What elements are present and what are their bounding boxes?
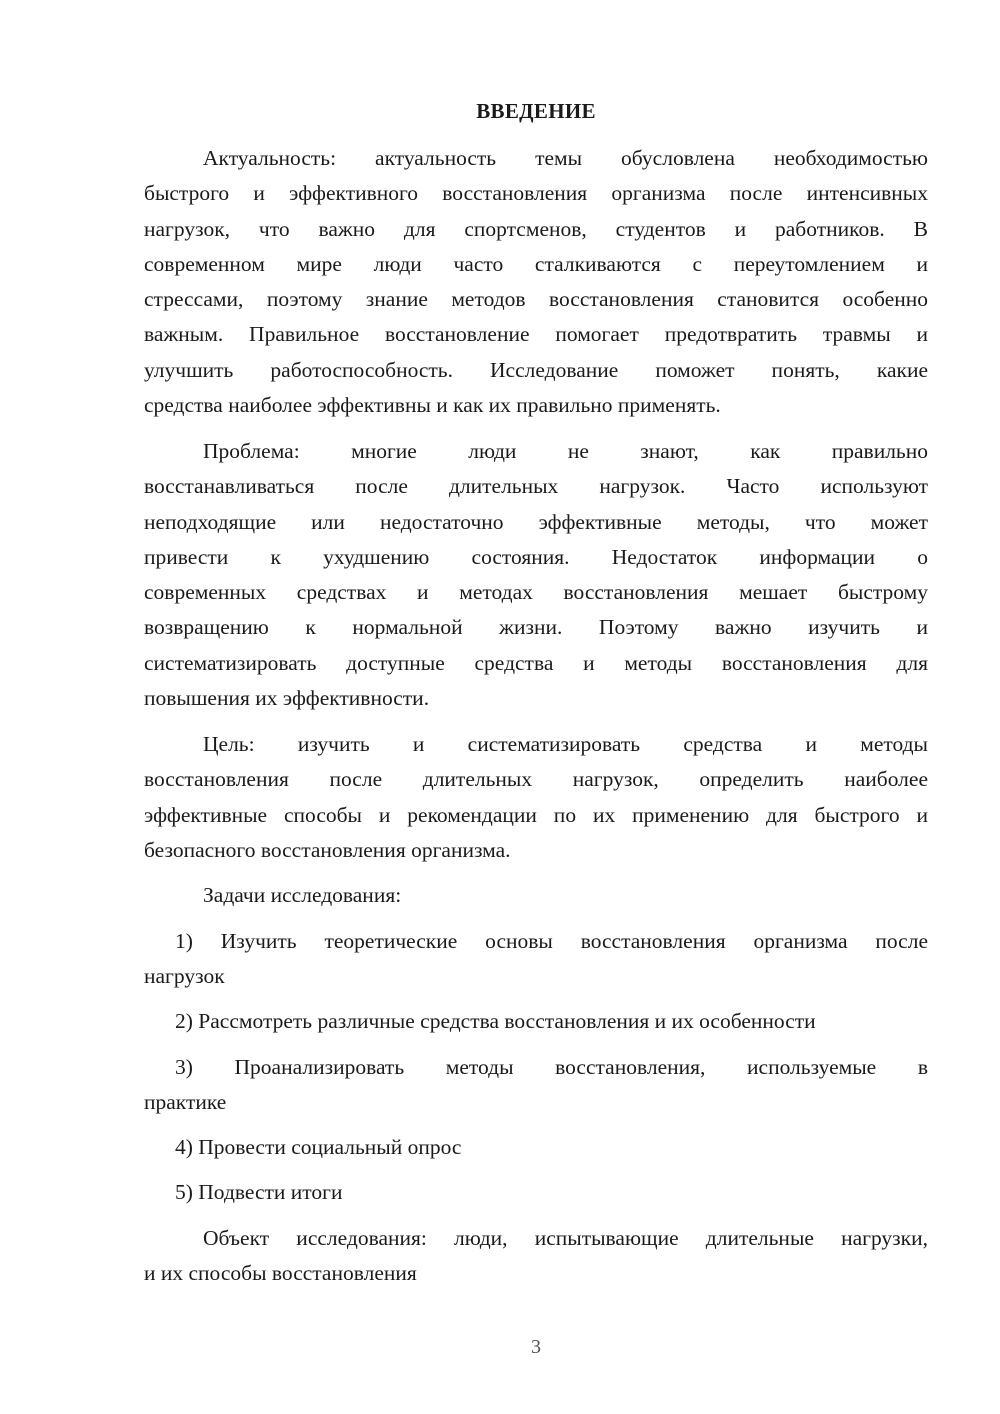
text-line: возвращению к нормальной жизни. Поэтому важно изучить и — [144, 615, 928, 640]
text-line: восстанавливаться после длительных нагрузок. Часто используют — [144, 474, 928, 499]
text-line: восстановления после длительных нагрузок, определить наиболее — [144, 767, 928, 792]
task-item-5 — [144, 1175, 928, 1210]
text-line: быстрого и эффективного восстановления организма после интенсивных — [144, 181, 928, 206]
paragraph-goal — [144, 727, 928, 868]
text-line: эффективные способы и рекомендации по их применению для быстрого и — [144, 802, 928, 827]
text-line: привести к ухудшению состояния. Недостаток информации о — [144, 544, 928, 569]
text-line: Актуальность: актуальность темы обусловлена необходимостью — [203, 146, 928, 170]
text-line: Задачи исследования: — [203, 883, 402, 907]
page-number: 3 — [531, 1336, 541, 1358]
text-line: 3) Проанализировать методы восстановления, используемые в — [175, 1055, 928, 1079]
text-line: 1) Изучить теоретические основы восстановления организма после — [175, 929, 928, 953]
task-item-3 — [144, 1050, 928, 1121]
page-title: ВВЕДЕНИЕ — [476, 99, 596, 123]
text-line: современном мире люди часто сталкиваются с переутомлением и — [144, 251, 928, 276]
tasks-heading — [144, 878, 928, 913]
text-line: улучшить работоспособность. Исследование поможет понять, какие — [144, 357, 928, 382]
text-line: безопасного восстановления организма. — [144, 837, 511, 862]
text-line: 2) Рассмотреть различные средства восстановления и их особенности — [175, 1009, 816, 1033]
task-item-1 — [144, 924, 928, 995]
text-line: неподходящие или недостаточно эффективные методы, что может — [144, 509, 928, 534]
text-line: нагрузок, что важно для спортсменов, студентов и работников. В — [144, 216, 928, 241]
text-line: стрессами, поэтому знание методов восстановления становится особенно — [144, 287, 928, 312]
text-line: Цель: изучить и систематизировать средства и методы — [203, 732, 928, 756]
text-line: практике — [144, 1090, 227, 1115]
text-line: систематизировать доступные средства и методы восстановления для — [144, 650, 928, 675]
text-line: повышения их эффективности. — [144, 686, 430, 711]
paragraph-object — [144, 1221, 928, 1292]
text-line: 5) Подвести итоги — [175, 1180, 343, 1204]
task-item-4 — [144, 1130, 928, 1165]
task-item-2 — [144, 1004, 928, 1039]
text-line: Проблема: многие люди не знают, как правильно — [203, 439, 928, 463]
text-line: Объект исследования: люди, испытывающие длительные нагрузки, — [203, 1226, 928, 1250]
paragraph-relevance — [144, 141, 928, 423]
text-line: 4) Провести социальный опрос — [175, 1135, 462, 1159]
text-line: средства наиболее эффективны и как их правильно применять. — [144, 393, 721, 418]
text-line: современных средствах и методах восстановления мешает быстрому — [144, 580, 928, 605]
paragraph-problem — [144, 434, 928, 716]
text-line: важным. Правильное восстановление помогает предотвратить травмы и — [144, 322, 928, 347]
text-line: нагрузок — [144, 964, 225, 989]
text-line: и их способы восстановления — [144, 1261, 417, 1286]
